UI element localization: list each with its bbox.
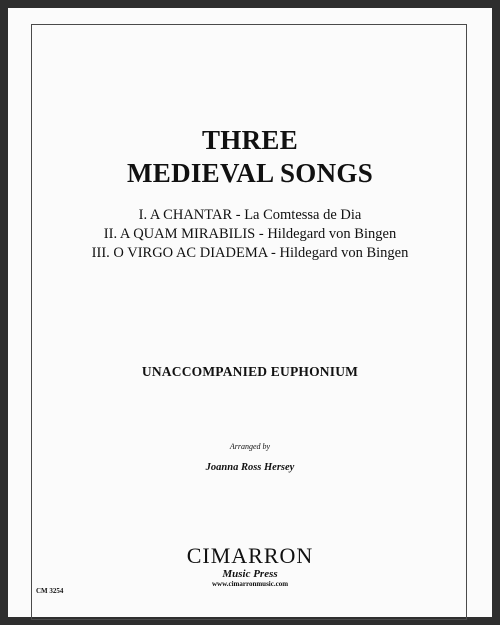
- catalog-number: CM 3254: [36, 587, 64, 595]
- score-cover-page: [8, 8, 492, 617]
- title-line-2: MEDIEVAL SONGS: [126, 158, 374, 188]
- song-list: [8, 206, 492, 263]
- instrumentation: UNACCOMPANIED EUPHONIUM: [141, 364, 359, 379]
- song-item-2: II. A QUAM MIRABILIS - Hildegard von Bingen: [103, 226, 397, 242]
- title-line-1: THREE: [201, 125, 299, 155]
- publisher-url: www.cimarronmusic.com: [211, 580, 289, 588]
- publisher-subtitle: Music Press: [222, 568, 278, 580]
- page-border: [31, 24, 467, 620]
- arranged-by-label: Arranged by: [229, 442, 271, 451]
- song-item-3: III. O VIRGO AC DIADEMA - Hildegard von Bingen: [91, 245, 409, 261]
- publisher-name: CIMARRON: [186, 543, 314, 568]
- arranger-name: Joanna Ross Hersey: [205, 462, 295, 473]
- song-item-1: I. A CHANTAR - La Comtessa de Dia: [138, 207, 362, 223]
- publisher-logo: [8, 544, 492, 589]
